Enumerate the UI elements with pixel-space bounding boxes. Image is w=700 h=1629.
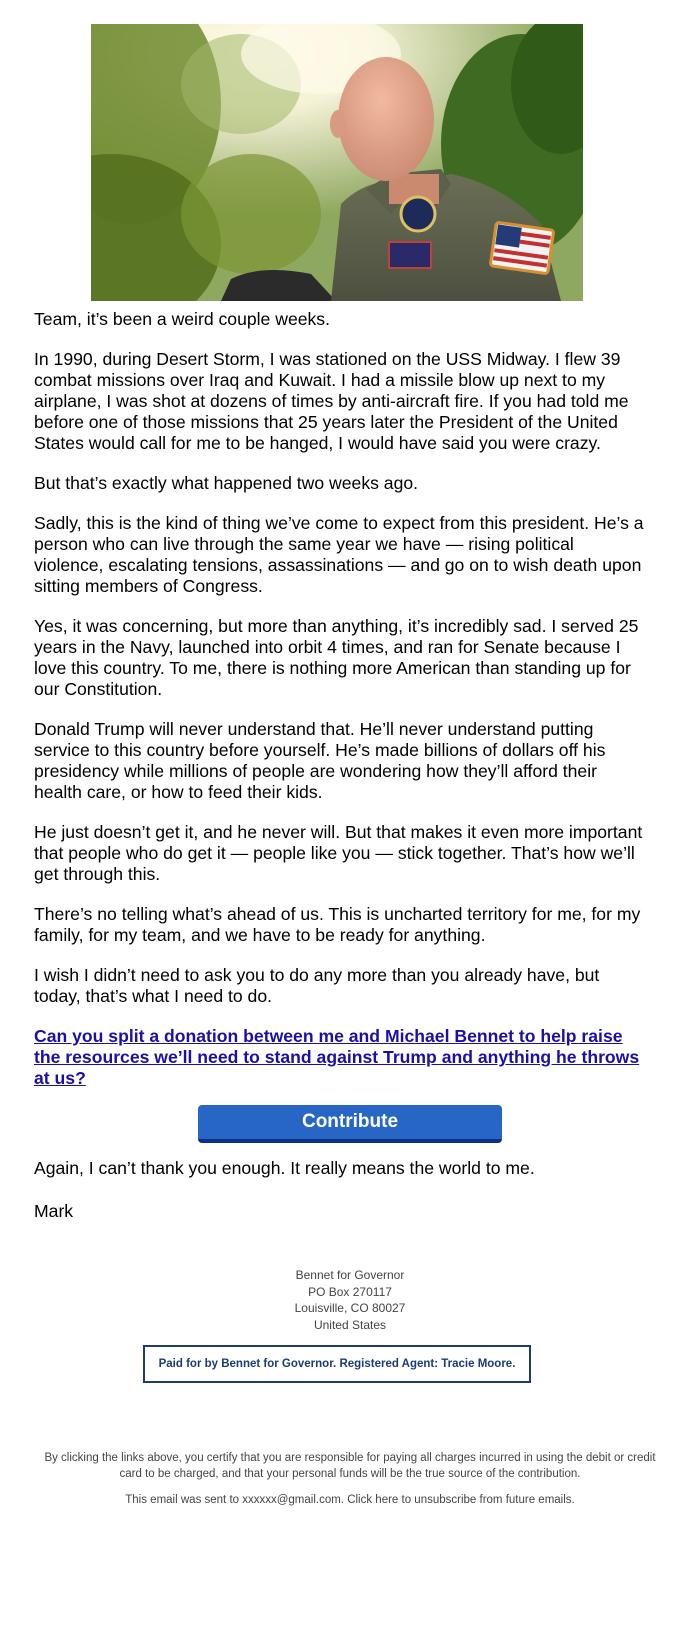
signature: Mark: [34, 1201, 74, 1221]
paragraph: He just doesn’t get it, and he never will. But that makes it even more important that people who do get it — people like you — stick together. That’s how we’ll get through this.: [34, 822, 643, 884]
paragraph: Sadly, this is the kind of thing we’ve come to expect from this president. He’s a person who can live through the same year we have — rising political violence, escalating tensions, assassinations — and go on to wish death upon sitting members of Congress.: [34, 513, 644, 596]
paragraph: Donald Trump will never understand that. He’ll never understand putting service to this country before yourself. He’s made billions of dollars off his presidency while millions of people are wondering how they’ll afford their health care, or how to feed their kids.: [34, 719, 606, 802]
letter-body: [34, 309, 646, 1108]
paragraph: But that’s exactly what happened two weeks ago.: [34, 473, 419, 493]
donation-ask: [34, 1026, 646, 1089]
unsubscribe-text[interactable]: This email was sent to xxxxxx@gmail.com. Click here to unsubscribe from future emails.: [125, 1494, 575, 1506]
closing-block: [34, 1158, 654, 1244]
paragraph: Team, it’s been a weird couple weeks.: [34, 309, 330, 329]
paragraph: Yes, it was concerning, but more than anything, it’s incredibly sad. I served 25 years in the Navy, launched into orbit 4 times, and ran for Senate because I love this country. To me, there is nothing more American than standing up for our Constitution.: [34, 616, 639, 699]
address-line: Bennet for Governor: [295, 1268, 405, 1282]
paragraph: I wish I didn’t need to ask you to do any more than you already have, but today, that’s what I need to do.: [34, 965, 600, 1006]
mailing-address: [0, 1267, 700, 1333]
contribute-button[interactable]: Contribute: [198, 1105, 502, 1143]
disclaimer: By clicking the links above, you certify that you are responsible for paying all charges incurred in using the debit or credit card to be charged, and that your personal funds will be the true source of the contribution.: [44, 1452, 656, 1480]
button-row: [0, 1105, 700, 1143]
closing-text: Again, I can’t thank you enough. It really means the world to me.: [34, 1158, 535, 1178]
address-line: United States: [313, 1317, 387, 1332]
paragraph: In 1990, during Desert Storm, I was stationed on the USS Midway. I flew 39 combat missions over Iraq and Kuwait. I had a missile blow up next to my airplane, I was shot at dozens of times by anti-aircraft fire. If you had told me before one of those missions that 25 years later the President of the United States would call for me to be hanged, I would have said you were crazy.: [34, 349, 629, 453]
paid-for-box: Paid for by Bennet for Governor. Registered Agent: Tracie Moore.: [143, 1345, 531, 1383]
hero-photo: [91, 24, 583, 301]
hero-illustration: [91, 24, 583, 301]
paragraph: There’s no telling what’s ahead of us. This is uncharted territory for me, for my family, for my team, and we have to be ready for anything.: [34, 904, 641, 945]
donation-link[interactable]: Can you split a donation between me and Michael Bennet to help raise the resources we’ll need to stand against Trump and anything he throws at us?: [34, 1026, 640, 1088]
address-line: Louisville, CO 80027: [294, 1301, 406, 1315]
address-line: PO Box 270117: [308, 1284, 392, 1299]
